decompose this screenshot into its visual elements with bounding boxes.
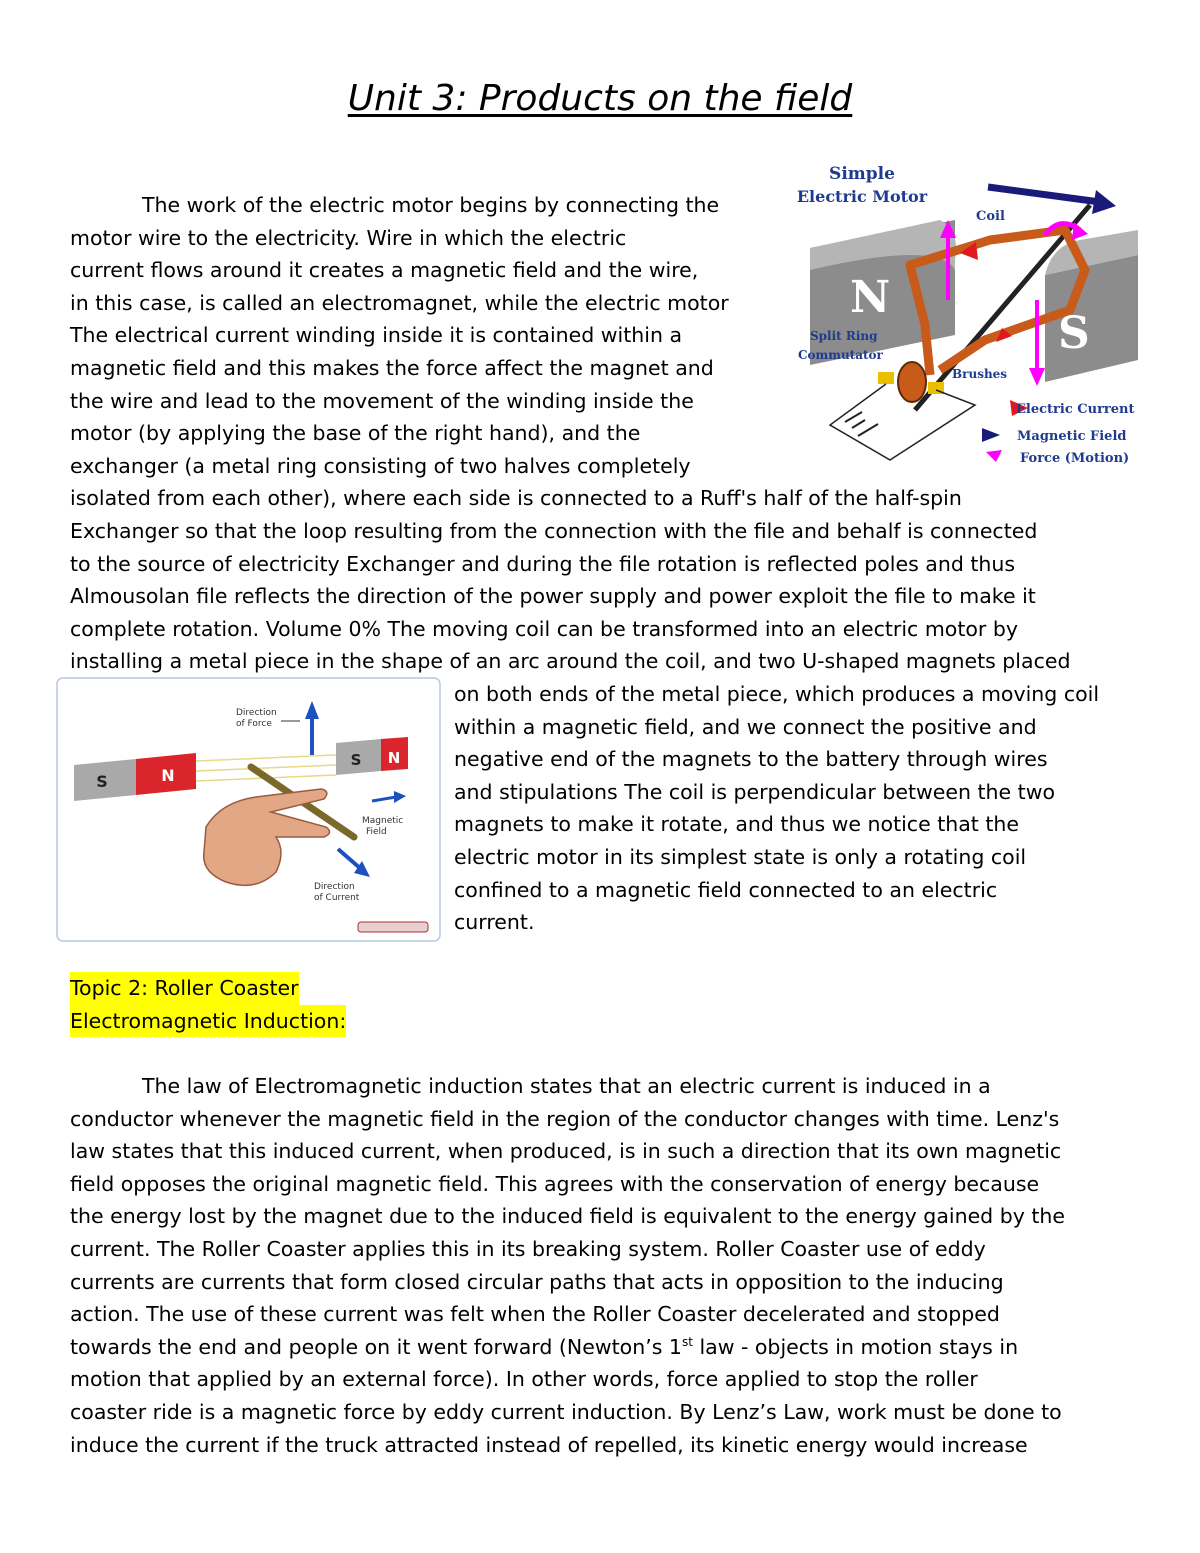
text-line: installing a metal piece in the shape of an arc around the coil, and two U-shaped magnets placed (70, 649, 1071, 674)
legend-field-label: Magnetic Field (1017, 429, 1127, 444)
text-line: currents are currents that form closed circular paths that acts in opposition to the inducing (70, 1269, 1004, 1294)
topic-line1: Topic 2: Roller Coaster (70, 972, 299, 1005)
text-line: the energy lost by the magnet due to the induced field is equivalent to the energy gained by the (70, 1204, 1066, 1229)
brushes-label: Brushes (952, 367, 1008, 381)
force-arrowhead-icon (1029, 368, 1045, 386)
field-arrowhead-icon (1092, 190, 1116, 214)
motor-title-line1: Simple (829, 164, 895, 184)
left-magnet-n-label: N (161, 766, 175, 785)
topic-line2: Electromagnetic Induction: (70, 1005, 346, 1038)
battery-icon (845, 412, 862, 422)
legend-force-icon (986, 450, 1002, 462)
field-label-line2: Field (366, 827, 387, 837)
text-line: and stipulations The coil is perpendicular between the two (454, 779, 1055, 804)
publisher-logo (358, 922, 428, 932)
left-magnet-s-label: S (96, 772, 108, 791)
text-line: conductor whenever the magnetic field in the region of the conductor changes with time. Lenz's (70, 1106, 1060, 1131)
right-hand-rule-figure (56, 677, 441, 942)
text-line: motor wire to the electricity. Wire in which the electric (70, 225, 627, 250)
text-line: electric motor in its simplest state is only a rotating coil (454, 844, 1027, 869)
field-arrow-icon (988, 187, 1100, 202)
force-label-line1: Direction (236, 708, 277, 718)
text-line: coaster ride is a magnetic force by eddy current induction. By Lenz’s Law, work must be done to (70, 1399, 1062, 1424)
commutator-label-line1: Split Ring (810, 329, 878, 343)
field-label-line1: Magnetic (362, 816, 404, 826)
text-line: magnetic field and this makes the force affect the magnet and (70, 355, 714, 380)
side-paragraph (454, 678, 1099, 939)
text-line: exchanger (a metal ring consisting of two halves completely (70, 453, 691, 478)
right-magnet-s-label: S (350, 751, 362, 769)
force-label-line2: of Force (236, 719, 272, 729)
text-line: The work of the electric motor begins by connecting the (142, 193, 720, 217)
current-label-line1: Direction (314, 882, 355, 892)
text-line: within a magnetic field, and we connect the positive and (454, 714, 1037, 739)
text-line: isolated from each other), where each side is connected to a Ruff's half of the half-spin (70, 486, 962, 511)
text-line: in this case, is called an electromagnet, while the electric motor (70, 290, 729, 315)
coil-label: Coil (976, 209, 1005, 224)
text-line: complete rotation. Volume 0% The moving coil can be transformed into an electric motor by (70, 616, 1019, 641)
text-line: magnets to make it rotate, and thus we notice that the (454, 812, 1019, 837)
text-line: motor (by applying the base of the right hand), and the (70, 421, 641, 446)
commutator-label-line2: Commutator (798, 348, 883, 362)
text-line: negative end of the magnets to the battery through wires (454, 747, 1048, 772)
text-line: current. (454, 910, 535, 935)
text-line: action. The use of these current was felt when the Roller Coaster decelerated and stopped (70, 1302, 1000, 1327)
text-line: law states that this induced current, when produced, is in such a direction that its own magnetic (70, 1139, 1062, 1164)
text-line: The law of Electromagnetic induction states that an electric current is induced in a (142, 1074, 991, 1098)
text-line: induce the current if the truck attracted instead of repelled, its kinetic energy would increase (70, 1432, 1028, 1457)
legend-force-label: Force (Motion) (1020, 451, 1130, 466)
page-title: Unit 3: Products on the field (347, 78, 853, 119)
newton-line-sup: st (681, 1334, 693, 1349)
text-line: The electrical current winding inside it is contained within a (70, 323, 683, 348)
text-line: motion that applied by an external force). In other words, force applied to stop the roller (70, 1367, 978, 1392)
text-line: current. The Roller Coaster applies this in its breaking system. Roller Coaster use of eddy (70, 1236, 986, 1261)
south-pole-label: S (1058, 308, 1090, 359)
battery-icon (858, 424, 878, 436)
text-line: on both ends of the metal piece, which produces a moving coil (454, 682, 1100, 706)
text-line: Exchanger so that the loop resulting from the connection with the file and behalf is connected (70, 518, 1038, 543)
newton-line-before: towards the end and people on it went forward (Newton’s 1 (70, 1334, 682, 1359)
rotation-arrowhead-icon (1072, 222, 1088, 240)
text-line: Almousolan file reflects the direction of the power supply and power exploit the file to make it (70, 584, 1036, 609)
text-line: the wire and lead to the movement of the winding inside the (70, 388, 694, 413)
current-label-line2: of Current (314, 893, 360, 903)
legend-field-icon (982, 428, 1000, 442)
legend-current-label: Electric Current (1016, 402, 1135, 417)
text-line: field opposes the original magnetic field. This agrees with the conservation of energy because (70, 1171, 1040, 1196)
topic-heading (70, 972, 346, 1037)
right-magnet-n-label: N (387, 749, 401, 767)
brush-shape (878, 372, 894, 384)
simple-electric-motor-figure (790, 160, 1140, 470)
commutator-shape (898, 362, 926, 402)
north-pole-label: N (850, 272, 891, 323)
induction-paragraph (70, 1070, 1065, 1461)
text-line: to the source of electricity Exchanger and during the file rotation is reflected poles and thus (70, 551, 1016, 576)
text-line (70, 1331, 1065, 1364)
text-line: confined to a magnetic field connected to an electric (454, 877, 998, 902)
text-line: current flows around it creates a magnetic field and the wire, (70, 258, 699, 283)
motor-title-line2: Electric Motor (796, 187, 928, 206)
newton-line-after: law - objects in motion stays in (692, 1334, 1019, 1359)
battery-icon (852, 420, 865, 428)
